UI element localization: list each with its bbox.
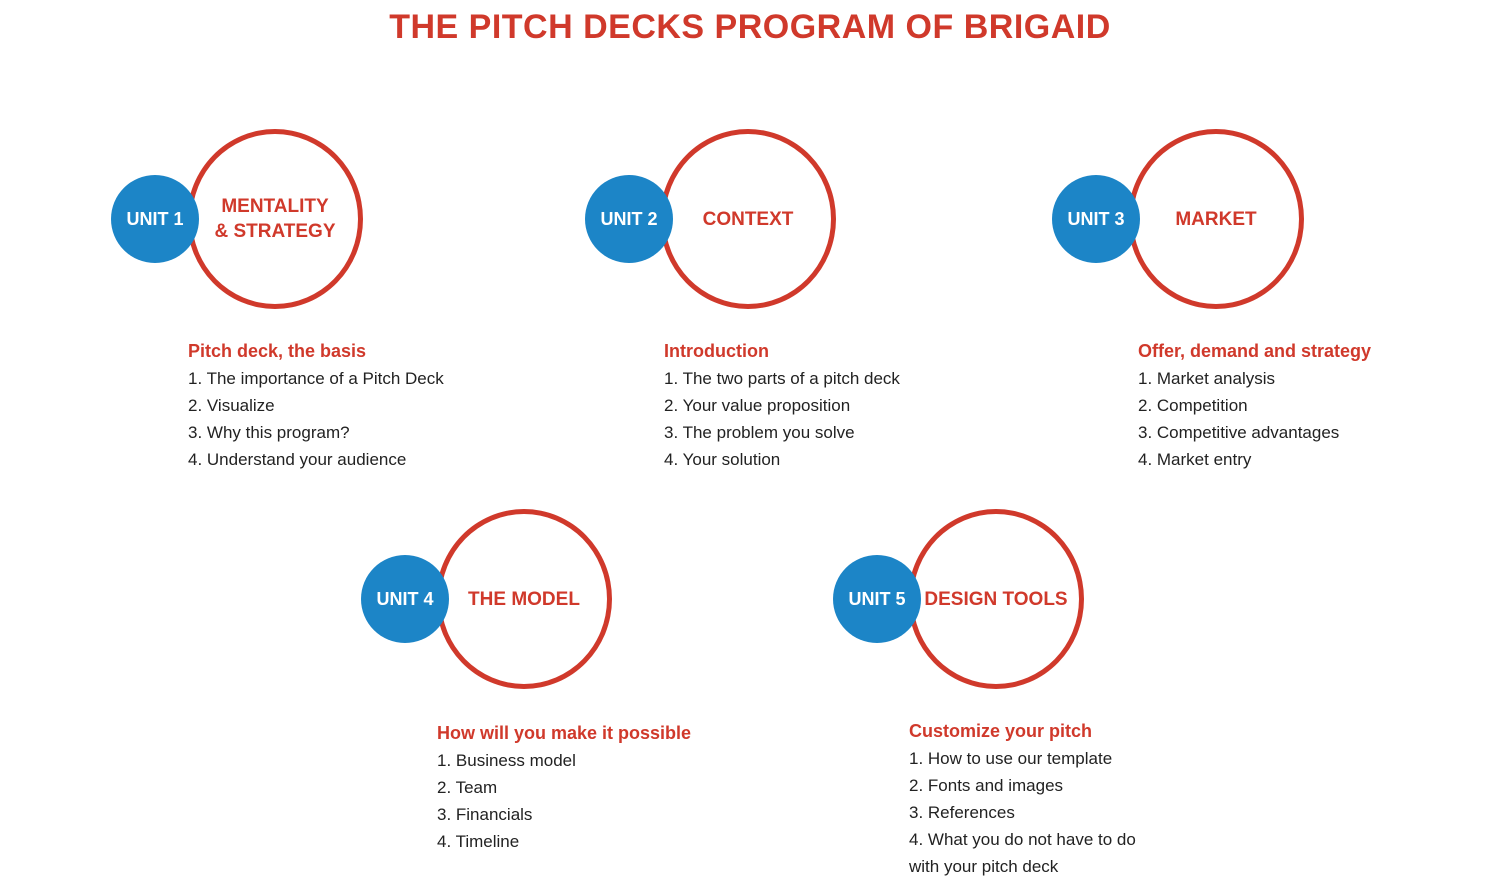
unit-badge: UNIT 2 xyxy=(585,175,673,263)
unit-badge: UNIT 1 xyxy=(111,175,199,263)
list-item: 4. Timeline xyxy=(437,832,520,851)
list-item: 2. Your value proposition xyxy=(664,396,851,415)
unit-badge: UNIT 3 xyxy=(1052,175,1140,263)
list-item: 4. Market entry xyxy=(1138,450,1252,469)
unit-badge: UNIT 4 xyxy=(361,555,449,643)
unit-ring-label: DESIGN TOOLS xyxy=(924,588,1068,610)
list-item: 1. Business model xyxy=(437,751,576,770)
unit-topic-list xyxy=(437,747,737,855)
unit-heading: Offer, demand and strategy xyxy=(1138,341,1372,361)
unit-topic-list xyxy=(909,745,1209,880)
unit-description xyxy=(437,720,737,855)
page-title: THE PITCH DECKS PROGRAM OF BRIGAID xyxy=(389,8,1111,46)
unit-ring-label: THE MODEL xyxy=(468,588,580,610)
unit-ring-label: CONTEXT xyxy=(702,208,794,230)
unit-topic-list xyxy=(664,365,964,473)
unit-heading: Customize your pitch xyxy=(909,721,1093,741)
unit-topic-list xyxy=(188,365,488,473)
list-item: 2. Visualize xyxy=(188,396,275,415)
unit-heading: How will you make it possible xyxy=(437,723,692,743)
list-item: 1. The importance of a Pitch Deck xyxy=(188,369,444,388)
unit-ring-label: MENTALITY & STRATEGY xyxy=(214,196,336,242)
unit-topic-list xyxy=(1138,365,1468,473)
list-item: 4. Understand your audience xyxy=(188,450,407,469)
unit-badge: UNIT 5 xyxy=(833,555,921,643)
list-item: 4. What you do not have to do xyxy=(909,830,1136,849)
list-item: with your pitch deck xyxy=(909,857,1059,876)
list-item: 2. Competition xyxy=(1138,396,1248,415)
unit-description xyxy=(188,338,488,473)
unit-description xyxy=(1138,338,1468,473)
list-item: 2. Team xyxy=(437,778,498,797)
list-item: 4. Your solution xyxy=(664,450,781,469)
list-item: 3. References xyxy=(909,803,1015,822)
list-item: 3. Competitive advantages xyxy=(1138,423,1340,442)
unit-ring-label: MARKET xyxy=(1175,208,1257,230)
unit-description xyxy=(664,338,964,473)
unit-heading: Pitch deck, the basis xyxy=(188,341,367,361)
list-item: 3. Financials xyxy=(437,805,533,824)
list-item: 1. The two parts of a pitch deck xyxy=(664,369,900,388)
list-item: 3. The problem you solve xyxy=(664,423,855,442)
list-item: 3. Why this program? xyxy=(188,423,350,442)
unit-heading: Introduction xyxy=(664,341,769,361)
list-item: 2. Fonts and images xyxy=(909,776,1064,795)
unit-description xyxy=(909,718,1209,880)
list-item: 1. How to use our template xyxy=(909,749,1113,768)
list-item: 1. Market analysis xyxy=(1138,369,1275,388)
